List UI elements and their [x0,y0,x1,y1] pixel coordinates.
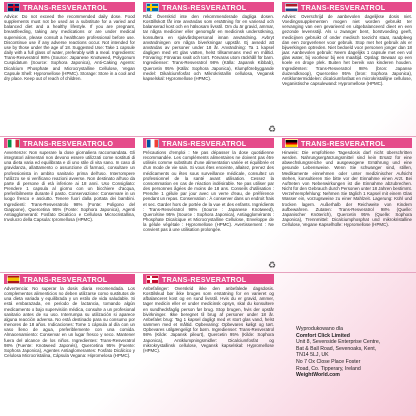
recycle-icon: ♻ [268,260,277,270]
section-text-es: Advertencia: No superar la dosis diaria recomendada. Los complementos alimenticios no deben utilizarse como sustitutos de una dieta variada y equilibrada y un estilo de vida saludable. Si está embarazada, en periodo de lactancia, tomando algún medicamento o bajo supervisión médica, consulte a un profesional sanitario antes de su uso. Interrumpa su utilización si aparece alguna reacción adversa. No está destinado para su consumo por menores de 18 años. Indicaciones: Tome 1 cápsula al día con un vaso lleno de agua, preferiblemente con una comida. Almacenamiento: Conservar en un lugar fresco y seco. Mantener fuera del alcance de los niños. Ingredientes: Trans-Resveratrol 98% (Fuente: Knotweed Japonés), Quercetina 95% (Fuente: Sophora Japonica), Agentes Antiaglomerantes: Fosfato Dicálcico y Celulosa Microcristalina, Cápsula Vegana: Hipromelosa (HPMC). [4,286,135,359]
section-it [2,136,137,272]
section-title-de: TRANS-RESVERATROL [301,138,386,148]
spain-flag-icon [7,275,20,284]
section-title-en: TRANS-RESVERATROL [23,2,108,12]
section-nl [280,0,414,136]
section-title-it: TRANS-RESVERATROLO [23,138,114,148]
section-header-es [4,274,135,284]
section-text-de: Hinweis: Die empfohlene Tagesdosis darf nicht überschritten werden. Nahrungsergänzungsmittel sind kein Ersatz für eine abwechslungsreiche und ausgewogene Ernährung und eine gesunde Lebensweise. Wenn Sie schwanger sind, stillen, Medikamente einnehmen oder unter medizinischer Aufsicht stehen, konsultieren Sie bitte vor der Einnahme einen Arzt. Bei Auftreten von Nebenwirkungen ist die Einnahme abzubrechen. Nicht für den Gebrauch durch Personen unter 18 Jahren bestimmt. Verzehrempfehlung: Nehmen Sie täglich 1 Kapsel mit einem Glas Wasser ein, vorzugsweise zu einer Mahlzeit. Lagerung: Kühl und trocken lagern. Außerhalb der Reichweite von Kindern aufbewahren. Zutaten: Trans-Resveratrol 98% (Quelle: Japanischer Knöterich), Quercetin 95% (Quelle: Sophora Japonica), Trennmittel: Dicalciumphosphat und mikrokristalline Cellulose, Vegane Kapselhülle: Hypromellose (HPMC). [282,150,412,228]
section-text-fr: Précautions d'emploi : Ne pas dépasser la dose quotidienne recommandée. Les compléments alimentaires ne doivent pas être utilisés comme substituts d'une alimentation variée et équilibrée et d'un mode de vie sain. Si vous êtes enceinte, allaitez, prenez des médicaments ou êtes sous surveillance médicale, consultez un professionnel de la santé avant utilisation. Cessez la consommation en cas de réaction indésirable. Ne pas utiliser par des personnes âgées de moins de 18 ans. Conseils d'utilisation : Prendre 1 gélule par jour avec un verre d'eau, de préférence pendant un repas. Conservation : À conserver dans un endroit frais et sec. Garder hors de portée de la vue et des enfants. Ingrédients : Trans-Resvératrol 98% (Source : Japanese Knotweed), Quercétine 95% (Source : Sophora Japonica), Antiagglomérants : Phosphate Dicalcique et Microcrystalline Cellulose, Enveloppe de la gélule végétale : Hypromellose (HPMC). Avertissement : Ne convient pas à une utilisation prolongée. [143,150,274,233]
section-es [2,272,137,408]
row-divider [0,136,416,137]
netherlands-flag-icon [285,3,298,12]
section-title-sv: TRANS-RESVERATROL [162,2,247,12]
uk-flag-icon [7,3,20,12]
row-divider [0,272,416,273]
address-intro: Wyprodukowano dla [296,326,343,332]
address-line: Road, Co. Tipperary, Ireland [296,365,361,372]
address-website: WeightWorld.com [296,372,340,379]
section-header-de [282,138,412,148]
germany-flag-icon [285,139,298,148]
section-text-it: Avvertenze: Non superare la dose giornaliera raccomandata. Gli integratori alimentari non devono essere utilizzati come sostituti di una dieta varia ed equilibrata e di uno stile di vita sano. In caso di gravidanza, allattamento o assunzione di farmaci, consultare un professionista in ambito sanitario prima dell'uso. Interrompere l'utilizzo se si verificano reazioni avverse. Non destinato all'uso da parte di persone di età inferiore ai 18 anni. Uso Consigliato: Prendere 1 capsula al giorno con un bicchiere d'acqua, preferibilmente durante il pasto. Conservazione: Conservare in un luogo fresco e asciutto. Tenere fuori dalla portata dei bambini. Ingredienti: Trans-Resveratrolo 98% (Fonte: Poligono del Giappone), Quercetina 95% (Fonte: Sophora Japonica), Agenti Antiagglomeranti: Fosfato Dicalcico e Cellulosa Microcristallina, Involucro della Capsula: Ipromellosa (HPMC). [4,150,135,223]
manufacturer-address [296,326,412,379]
section-header-en [4,2,135,12]
section-fr [141,136,276,272]
italy-flag-icon [7,139,20,148]
section-header-nl [282,2,412,12]
section-sv [141,0,276,136]
section-text-sv: Råd: Överskrid inte den rekommenderade dagliga dosen. Kosttillskott får inte användas som ersättning för en varierad och balanserad kost och en hälsosam livsstil. Om du är gravid, ammar, tar några mediciner eller genomgår en medicinsk undersökning, konsultera en sjukvårdspersonal innan användning. Avbryt användningen om några biverkningar uppstår. Ej avsedd att användas av personer under 18 år. Användning: Ta 1 kapsel dagligen med ett glas vatten, helst tillsammans med en måltid. Förvaring: Förvaras svalt och torrt. Förvaras utom räckhåll för barn. Ingredienser: Trans-Resveratrol 98% (Källa: Japansk Kibbab), Quercetin 95% (Källa: Sophora Japonica), Klumpförebyggande medel: Dikalciumfosfat och Mikrokristallin cellulosa, Vegansk kapselskal: Hypromellose (HPMC). [143,14,274,81]
section-title-nl: TRANS-RESVERATROL [301,2,386,12]
denmark-flag-icon [146,275,159,284]
section-header-fr [143,138,274,148]
recycle-icon: ♻ [268,124,277,134]
address-company: Comfort Click Limited [296,332,350,339]
section-en [2,0,137,136]
section-text-en: Advice: Do not exceed the recommended daily dose. Food supplements must not be used as a substitute for a varied and balanced diet and a healthy lifestyle. If you are pregnant, breastfeeding, taking any medications or are under medical supervision, please consult a healthcare professional before use. Discontinue use if any adverse reactions occur. Not intended for use by those under the age of 18. Suggested Use: Take 1 capsule daily with a full glass of water, preferably with a meal. Ingredients: Trans-Resveratrol 98% (Source: Japanese Knotweed, Polygonum Cuspidatum (Source: Sophora Japonica), Anti-Caking Agents: Dicalcium Phosphate and Microcrystalline Cellulose, Vegan Capsule Shell: Hypromellose (HPMC). Storage: Store in a cool and dry place. Keep out of reach of children. [4,14,135,81]
section-title-da: TRANS-RESVERATROL [162,274,247,284]
section-header-sv [143,2,274,12]
address-line: No 7 Ox Close Place Foster [296,358,361,365]
section-text-da: Anbefalinger: Overskrid ikke den anbefalede dagsdosis. Kosttilskud bør ikke bruges som erstatning for en varieret og afbalanceret kost og en sund livsstil. Hvis du er gravid, ammer, tager medicin eller er under medicinsk opsyn, skal du konsultere en sundhedsfaglig person før brug. Stop brugen, hvis der opstår bivirkninger. Ikke beregnet til brug af personer under 18 år. Anbefalet brug: Tag 1 kapsel dagligt med et stort glas vand, helst sammen med et måltid. Opbevaring: Opbevares køligt og tørt. Opbevares utilgængeligt for børn. Ingredienser: Trans-Resveratrol 98% (Kilde: Japansk pileurt), Quercetin 95% (Kilde: Sophora Japonica), Antiklumpningsmidler: Dicalciumfosfat og mikrokrystallinsk cellulose, Vegansk kapselskal: Hypromellose (HPMC). [143,286,274,353]
column-middle [141,0,276,408]
section-header-da [143,274,274,284]
column-left [2,0,137,408]
address-line: TN14 5LJ, UK [296,352,329,359]
section-da [141,272,276,408]
section-title-fr: TRANS-RESVERATROL [162,138,247,148]
section-header-it [4,138,135,148]
section-text-nl: Advies: Overschrijd de aanbevolen dagelijkse dosis niet. Voedingssupplementen mogen niet worden gebruikt ter vervanging van een gevarieerd en uitgebalanceerd dieet en een gezonde levensstijl. Als u zwanger bent, borstvoeding geeft, medicijnen gebruikt of onder medisch toezicht staat, raadpleeg dan een zorgverlener voor gebruik. Stop met het gebruik als er bijwerkingen optreden. Niet bedoeld voor personen jonger dan 18 jaar. Aanbevolen gebruik: Neem dagelijks 1 capsule met een vol glas water, bij voorkeur bij een maaltijd. Opslag: Bewaar op een koele en droge plek. Buiten het bereik van kinderen houden. Ingrediënten: Trans-Resveratrol 98% (bron: Japanse duizendknoop), Quercetine 95% (bron: Sophora Japonica), Antiklontermiddelen: dicalciumfosfaat en microkristallijne cellulose, Veganistische capsulewand: Hypromellose (HPMC). [282,14,412,87]
france-flag-icon [146,139,159,148]
sweden-flag-icon [146,3,159,12]
section-de [280,136,414,272]
address-line: Unit 8, Sevenside Enterprise Centre, [296,339,381,346]
address-line: Bat & Ball Road, Sevenoaks, Kent, [296,345,377,352]
section-title-es: TRANS-RESVERATROL [23,274,108,284]
